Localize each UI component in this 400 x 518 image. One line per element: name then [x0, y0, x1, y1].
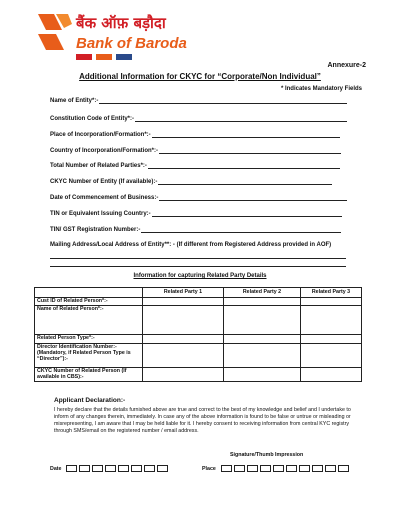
input-line[interactable]	[158, 178, 332, 185]
row-label-ckyc-related: CKYC Number of Related Person (If available in CBS):-	[35, 368, 143, 382]
mailing-address-line-1[interactable]	[50, 258, 346, 259]
field-label: Country of Incorporation/Formation*:-	[50, 148, 158, 154]
input-line[interactable]	[141, 226, 341, 233]
input-line[interactable]	[152, 210, 342, 217]
field-total-related-parties	[50, 162, 340, 169]
mandatory-note: * Indicates Mandatory Fields	[280, 86, 362, 92]
date-box[interactable]	[66, 465, 77, 472]
field-label: Place of Incorporation/Formation*:-	[50, 132, 151, 138]
table-cell[interactable]	[301, 306, 362, 335]
date-box[interactable]	[157, 465, 168, 472]
table-cell[interactable]	[143, 306, 224, 335]
field-label: Name of Entity*:-	[50, 98, 99, 104]
place-box[interactable]	[312, 465, 323, 472]
place-field	[202, 465, 351, 472]
place-box[interactable]	[234, 465, 245, 472]
date-box[interactable]	[131, 465, 142, 472]
table-row	[35, 298, 362, 306]
field-date-of-commencement	[50, 194, 347, 201]
table-cell[interactable]	[301, 344, 362, 368]
bank-logo	[34, 10, 204, 66]
bank-name-hindi: बैंक ऑफ़ बड़ौदा	[76, 14, 166, 32]
table-row	[35, 368, 362, 382]
place-label: Place	[202, 465, 216, 472]
field-label: Date of Commencement of Business:-	[50, 195, 159, 201]
header-related-party-2: Related Party 2	[224, 288, 301, 298]
date-box[interactable]	[144, 465, 155, 472]
table-cell[interactable]	[143, 335, 224, 344]
input-line[interactable]	[148, 162, 340, 169]
field-country-of-incorporation	[50, 147, 341, 154]
bank-name: Bank of Baroda	[76, 35, 187, 52]
partner-logos	[76, 54, 132, 60]
date-box[interactable]	[92, 465, 103, 472]
place-box[interactable]	[273, 465, 284, 472]
table-cell[interactable]	[224, 335, 301, 344]
field-ckyc-number	[50, 178, 332, 185]
page-title: Additional Information for CKYC for “Corporate/Non Individual”	[79, 72, 321, 81]
table-cell[interactable]	[224, 368, 301, 382]
table-row	[35, 344, 362, 368]
related-party-table	[34, 287, 362, 382]
place-box[interactable]	[325, 465, 336, 472]
field-constitution-code	[50, 115, 347, 122]
field-label: CKYC Number of Entity (If available):-	[50, 179, 158, 185]
table-cell[interactable]	[143, 344, 224, 368]
field-label: Mailing Address/Local Address of Entity**: - (If different from Registered Address provided in AOF)	[50, 242, 332, 248]
row-label-din: Director Identification Number:- (Mandatory, if Related Person Type is “Director”):-	[35, 344, 143, 368]
declaration-heading: Applicant Declaration:-	[54, 397, 126, 404]
row-label-name: Name of Related Person*:-	[35, 306, 143, 335]
row-label-person-type: Related Person Type*:-	[35, 335, 143, 344]
baroda-sun-icon	[38, 14, 72, 50]
date-boxes[interactable]	[66, 465, 170, 472]
input-line[interactable]	[135, 115, 347, 122]
field-tin-gst-number	[50, 226, 341, 233]
date-box[interactable]	[105, 465, 116, 472]
date-box[interactable]	[79, 465, 90, 472]
related-party-table-title: Information for capturing Related Party Details	[133, 273, 267, 279]
table-row	[35, 306, 362, 335]
field-label: TIN/ GST Registration Number:-	[50, 227, 141, 233]
place-boxes[interactable]	[221, 465, 351, 472]
table-cell[interactable]	[224, 306, 301, 335]
place-box[interactable]	[221, 465, 232, 472]
place-box[interactable]	[286, 465, 297, 472]
date-field	[50, 465, 170, 472]
table-header-row	[35, 288, 362, 298]
table-cell[interactable]	[143, 368, 224, 382]
table-header-blank	[35, 288, 143, 298]
date-box[interactable]	[118, 465, 129, 472]
place-box[interactable]	[247, 465, 258, 472]
place-box[interactable]	[260, 465, 271, 472]
table-cell[interactable]	[143, 298, 224, 306]
field-label: Constitution Code of Entity*:-	[50, 116, 134, 122]
annexure-label: Annexure-2	[327, 62, 366, 69]
table-cell[interactable]	[301, 335, 362, 344]
field-name-of-entity	[50, 97, 347, 104]
place-box[interactable]	[299, 465, 310, 472]
input-line[interactable]	[152, 131, 340, 138]
row-label-cust-id: Cust ID of Related Person*:-	[35, 298, 143, 306]
table-cell[interactable]	[301, 298, 362, 306]
field-label: TIN or Equivalent Issuing Country:-	[50, 211, 151, 217]
table-cell[interactable]	[224, 344, 301, 368]
field-place-of-incorporation	[50, 131, 340, 138]
table-cell[interactable]	[301, 368, 362, 382]
input-line[interactable]	[99, 97, 347, 104]
table-row	[35, 335, 362, 344]
place-box[interactable]	[338, 465, 349, 472]
field-mailing-address	[50, 242, 331, 248]
header-related-party-1: Related Party 1	[143, 288, 224, 298]
declaration-text: I hereby declare that the details furnished above are true and correct to the best of my knowledge and belief and I undertake to inform of any changes therein, immediately. In case any of the above information is found to be false or untrue or misleading or misrepresenting, I am aware that I may be held liable for it. I hereby consent to receiving information from central KYC registry through SMS/email on the registered number / email address.	[54, 407, 351, 434]
date-label: Date	[50, 465, 62, 472]
signature-label: Signature/Thumb Impression	[230, 452, 304, 458]
header-related-party-3: Related Party 3	[301, 288, 362, 298]
field-tin-country	[50, 210, 342, 217]
mailing-address-line-2[interactable]	[50, 266, 346, 267]
table-cell[interactable]	[224, 298, 301, 306]
input-line[interactable]	[159, 147, 341, 154]
input-line[interactable]	[159, 194, 347, 201]
field-label: Total Number of Related Parties*:-	[50, 163, 147, 169]
